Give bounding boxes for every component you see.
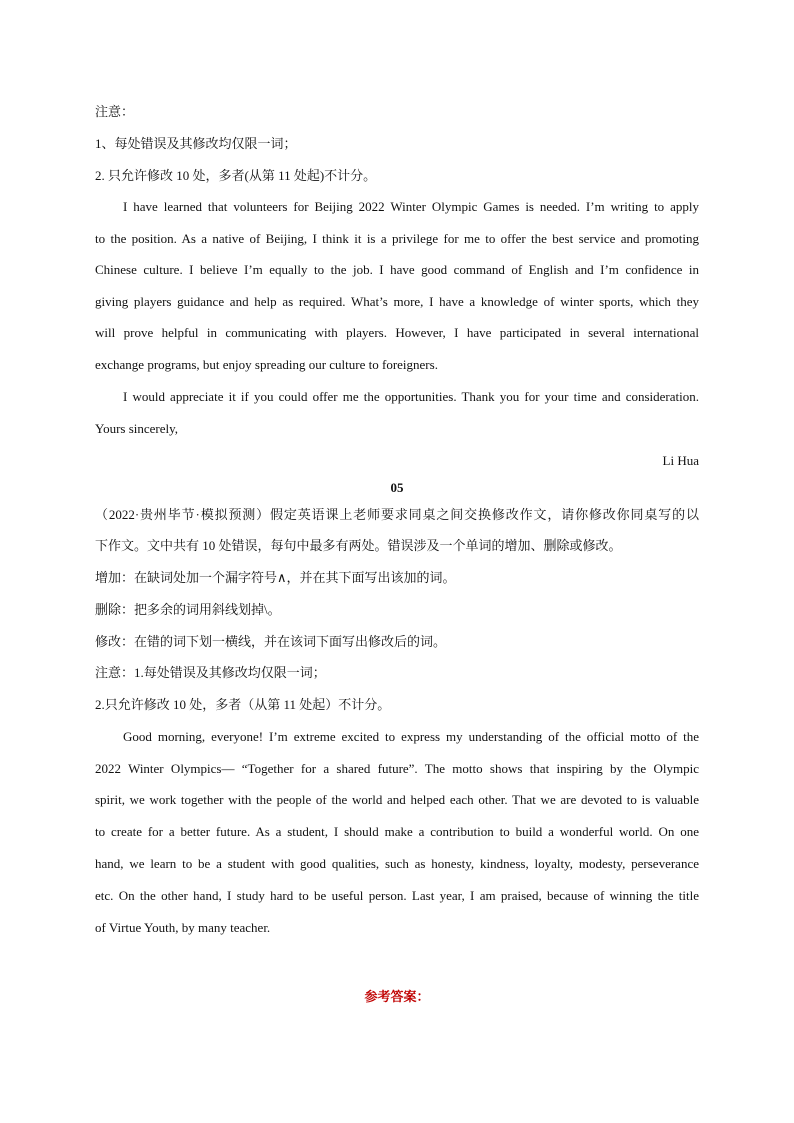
essay-line: hand, we learn to be a student with good qualities, such as honesty, kindness, loyalty, modesty, perseverance [95, 856, 699, 871]
letter-line: exchange programs, but enjoy spreading our culture to foreigners. [95, 357, 438, 372]
letter-signature: Li Hua [662, 453, 699, 468]
task-modify-rule: 修改：在错的词下划一横线，并在该词下面写出修改后的词。 [95, 634, 447, 649]
essay-line: etc. On the other hand, I study hard to be useful person. Last year, I am praised, because of winning the title [95, 888, 699, 903]
essay-line: to create for a better future. As a student, I should make a contribution to build a wonderful world. On one [95, 824, 699, 839]
section-number: 05 [390, 480, 404, 495]
letter-line: giving players guidance and help as required. What’s more, I have a knowledge of winter sports, which they [95, 294, 699, 309]
essay-line: Good morning, everyone! I’m extreme excited to express my understanding of the official motto of the [123, 729, 699, 744]
essay-line: spirit, we work together with the people of the world and helped each other. That we are devoted to is valuable [95, 792, 699, 807]
task-note-1: 注意：1.每处错误及其修改均仅限一词； [95, 665, 326, 680]
letter-line: will prove helpful in communicating with players. However, I have participated in several international [95, 325, 699, 340]
letter-valediction: Yours sincerely, [95, 421, 179, 436]
task-add-rule: 增加：在缺词处加一个漏字符号∧，并在其下面写出该加的词。 [95, 570, 456, 585]
letter-line: I have learned that volunteers for Beijing 2022 Winter Olympic Games is needed. I’m writing to apply [123, 199, 699, 214]
letter-closing-line: I would appreciate it if you could offer me the opportunities. Thank you for your time and consideration. [123, 389, 699, 404]
notes-rule-1: 1、每处错误及其修改均仅限一词； [95, 136, 297, 151]
task-intro-line: （2022·贵州毕节·模拟预测）假定英语课上老师要求同桌之间交换修改作文，请你修改你同桌写的以 [95, 507, 699, 522]
essay-line: of Virtue Youth, by many teacher. [95, 920, 271, 935]
essay-line: 2022 Winter Olympics— “Together for a shared future”. The motto shows that inspiring by the Olympic [95, 761, 699, 776]
letter-line: to the position. As a native of Beijing, I think it is a privilege for me to offer the best service and promoting [95, 231, 699, 246]
task-delete-rule: 删除：把多余的词用斜线划掉\。 [95, 602, 281, 617]
letter-line: Chinese culture. I believe I’m equally to the job. I have good command of English and I’m confidence in [95, 262, 699, 277]
task-intro-line: 下作文。文中共有 10 处错误，每句中最多有两处。错误涉及一个单词的增加、删除或修改。 [95, 538, 622, 553]
task-note-2: 2.只允许修改 10 处，多者（从第 11 处起）不计分。 [95, 697, 391, 712]
notes-rule-2: 2. 只允许修改 10 处，多者(从第 11 处起)不计分。 [95, 168, 377, 183]
answer-heading: 参考答案： [364, 989, 430, 1004]
notes-heading: 注意： [95, 104, 135, 119]
